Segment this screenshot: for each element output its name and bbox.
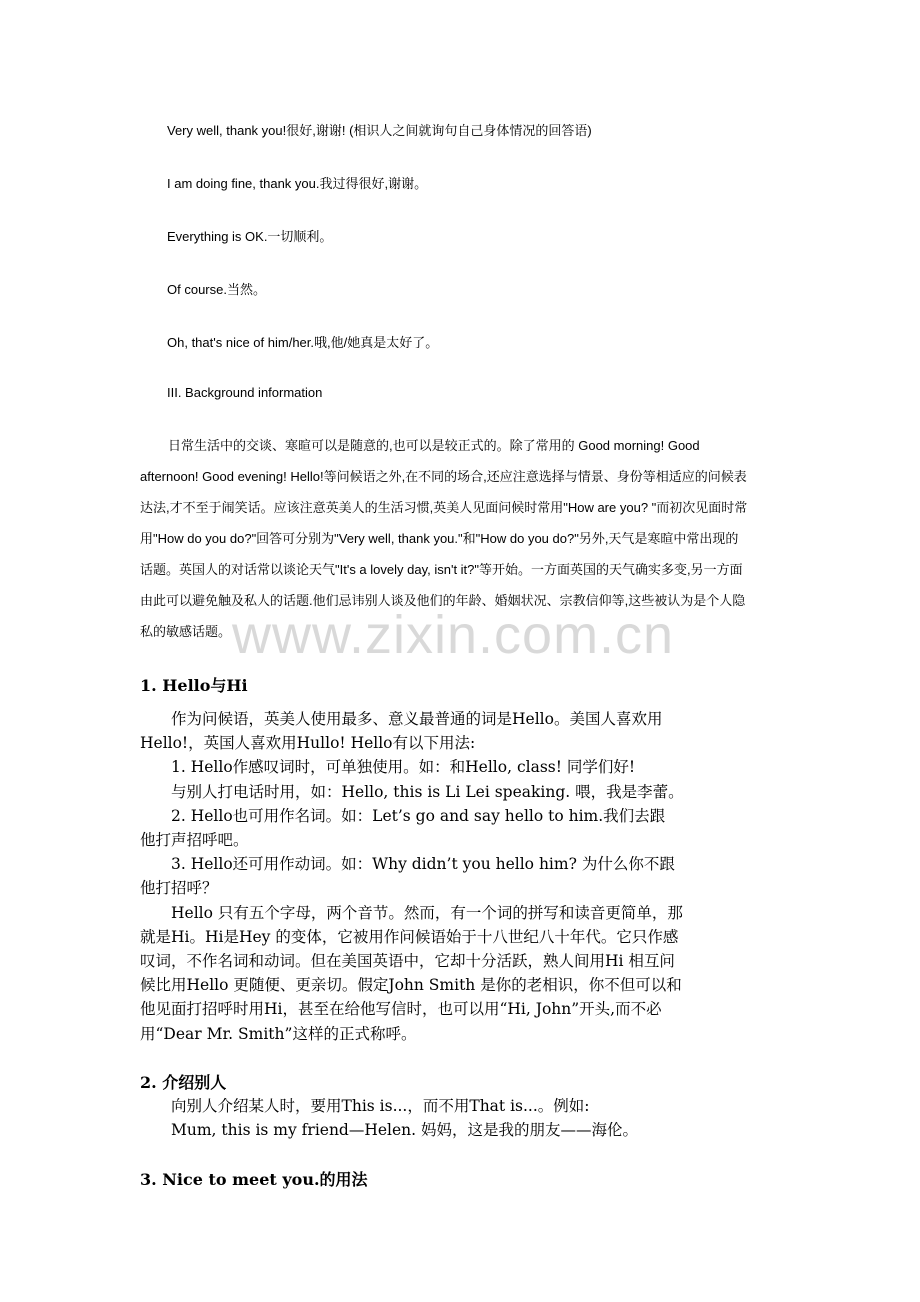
section-2-line: 向别人介绍某人时，要用This is...，而不用That is...。例如: <box>140 1097 590 1115</box>
section-1-line: 3. Hello还可用作动词。如：Why didn’t you hello him? 为什么你不跟 <box>140 855 675 874</box>
section-3-heading: 3. Nice to meet you.的用法 <box>140 1170 368 1189</box>
section-1-line: 用“Dear Mr. Smith”这样的正式称呼。 <box>140 1024 417 1043</box>
section-1-line: 叹词，不作名词和动词。但在美国英语中，它却十分活跃，熟人间用Hi 相互问 <box>140 952 675 971</box>
section-iii-heading: III. Background information <box>167 385 323 400</box>
section-1-line: 他见面打招呼时用Hi，甚至在给他写信时，也可以用“Hi, John”开头,而不必 <box>140 1000 662 1019</box>
section-1-body <box>140 707 820 1046</box>
greeting-line-5: Oh, that's nice of him/her.哦,他/她真是太好了。 <box>167 335 439 350</box>
section-1-line: 与别人打电话时用，如：Hello, this is Li Lei speaking. 喂，我是李蕾。 <box>140 782 684 801</box>
section-1-line: 作为问候语，英美人使用最多、意义最普通的词是Hello。美国人喜欢用 <box>140 710 663 728</box>
background-line: 由此可以避免触及私人的话题.他们忌讳别人谈及他们的年龄、婚姻状况、宗教信仰等,这些被认为是个人隐 <box>140 593 746 608</box>
watermark: www.zixin.com.cn <box>232 605 675 665</box>
background-line: 用"How do you do?"回答可分别为"Very well, thank you."和"How do you do?"另外,天气是寒暄中常出现的 <box>140 531 739 546</box>
background-line: 达法,才不至于闹笑话。应该注意英美人的生活习惯,英美人见面问候时常用"How are you? "而初次见面时常 <box>140 500 748 515</box>
section-1-heading: 1. Hello与Hi <box>140 676 248 695</box>
background-line: 话题。英国人的对话常以谈论天气"It's a lovely day, isn't it?"等开始。一方面英国的天气确实多变,另一方面 <box>140 562 743 577</box>
section-1-line: 他打声招呼吧。 <box>140 831 249 850</box>
section-1-line: 就是Hi。Hi是Hey 的变体，它被用作问候语始于十八世纪八十年代。它只作感 <box>140 927 679 946</box>
background-line: 私的敏感话题。 <box>140 624 232 639</box>
section-1-line: Hello!，英国人喜欢用Hullo! Hello有以下用法: <box>140 734 476 753</box>
section-1-line: Hello 只有五个字母，两个音节。然而，有一个词的拼写和读音更简单，那 <box>140 903 683 922</box>
section-1-line: 候比用Hello 更随便、更亲切。假定John Smith 是你的老相识，你不但可以和 <box>140 976 682 995</box>
greeting-line-1: Very well, thank you!很好,谢谢! (相识人之间就询句自己身体情况的回答语) <box>167 123 592 138</box>
greeting-line-4: Of course.当然。 <box>167 282 266 297</box>
background-line: 日常生活中的交谈、寒暄可以是随意的,也可以是较正式的。除了常用的 Good morning! Good <box>168 438 700 453</box>
greeting-line-3: Everything is OK.一切顺利。 <box>167 229 333 244</box>
section-1-line: 他打招呼？ <box>140 879 218 898</box>
background-line: afternoon! Good evening! Hello!等问候语之外,在不同的场合,还应注意选择与情景、身份等相适应的问候表 <box>140 469 747 484</box>
section-2-line: Mum, this is my friend—Helen. 妈妈，这是我的朋友——海伦。 <box>140 1121 639 1140</box>
section-1-line: 2. Hello也可用作名词。如：Let’s go and say hello to him.我们去跟 <box>140 806 666 825</box>
section-2-heading: 2. 介绍别人 <box>140 1073 227 1092</box>
greeting-line-2: I am doing fine, thank you.我过得很好,谢谢。 <box>167 176 428 191</box>
section-2-body <box>140 1094 820 1142</box>
section-1-line: 1. Hello作感叹词时，可单独使用。如：和Hello, class! 同学们好! <box>140 758 636 777</box>
